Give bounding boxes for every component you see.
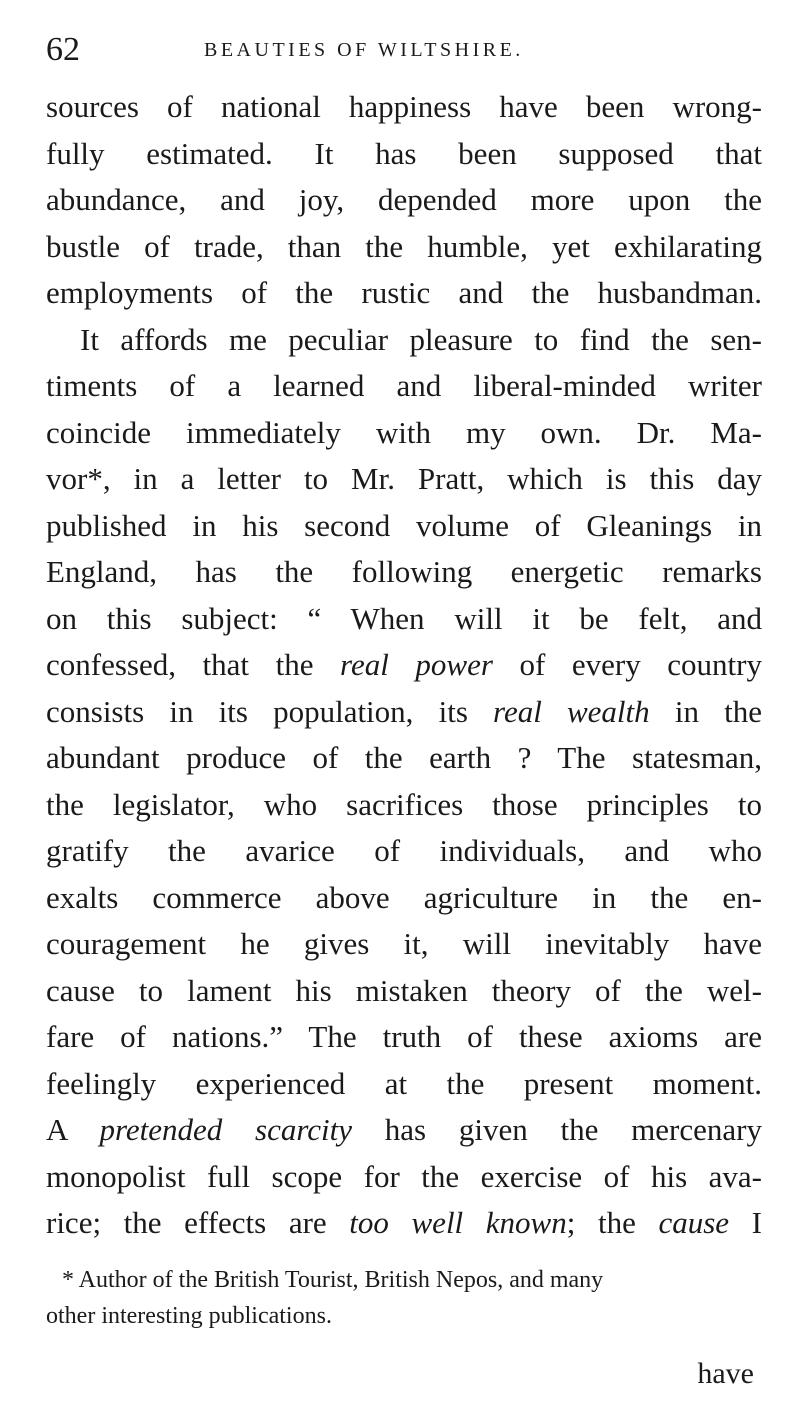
italic-text: cause	[658, 1205, 730, 1240]
text-span: employments of the rustic and the husbandman.	[46, 275, 762, 310]
text-line	[46, 456, 762, 503]
text-span: bustle of trade, than the humble, yet exhilarating	[46, 228, 762, 264]
text-span: on this subject: “ When will it be felt, and	[46, 600, 762, 636]
text-line	[46, 921, 762, 968]
text-line	[46, 84, 762, 131]
text-span: sources of national happiness have been wrong-	[46, 89, 762, 124]
text-span: ; the	[566, 1205, 659, 1240]
text-line	[46, 224, 762, 271]
page-number: 62	[46, 31, 80, 68]
text-span: England, has the following energetic remarks	[46, 554, 762, 589]
text-line	[46, 317, 762, 364]
text-line	[46, 1061, 762, 1108]
text-span: consists in its population, its	[46, 693, 494, 729]
text-line	[46, 828, 762, 875]
footnote	[46, 1262, 762, 1334]
text-span: in the	[649, 693, 762, 729]
text-span: the legislator, who sacrifices those principles to	[46, 786, 762, 822]
text-span: timents of a learned and liberal-minded writer	[46, 368, 762, 403]
italic-text: real power	[340, 647, 493, 682]
running-head	[46, 30, 762, 70]
italic-text: real wealth	[493, 693, 650, 729]
footnote-line: other interesting publications.	[46, 1303, 332, 1329]
text-line	[46, 642, 762, 689]
text-span: A	[46, 1112, 100, 1147]
text-line	[46, 1154, 762, 1201]
text-span: fully estimated. It has been supposed that	[46, 135, 762, 171]
text-span: monopolist full scope for the exercise of his ava-	[46, 1158, 762, 1194]
text-line	[46, 689, 762, 736]
text-span: gratify the avarice of individuals, and who	[46, 833, 762, 868]
text-line	[46, 1014, 762, 1061]
text-line	[46, 503, 762, 550]
text-line	[46, 131, 762, 178]
text-line	[46, 968, 762, 1015]
text-span: of every country	[492, 647, 762, 682]
italic-text: pretended scarcity	[99, 1112, 353, 1147]
text-span: published in his second volume of Gleanings in	[46, 507, 762, 543]
text-span: abundance, and joy, depended more upon the	[46, 182, 762, 217]
text-span: abundant produce of the earth ? The statesman,	[46, 740, 762, 775]
text-line	[46, 549, 762, 596]
text-span: It affords me peculiar pleasure to find the sen-	[80, 321, 762, 357]
text-span: vor*, in a letter to Mr. Pratt, which is this day	[46, 461, 762, 496]
italic-text: too well known	[349, 1205, 567, 1240]
footnote-line: * Author of the British Tourist, British Nepos, and many	[62, 1267, 604, 1293]
body-text	[46, 84, 762, 1247]
catchword: have	[697, 1357, 754, 1390]
text-span: exalts commerce above agriculture in the en-	[46, 879, 762, 915]
text-span: coincide immediately with my own. Dr. Ma-	[46, 414, 762, 450]
text-line	[46, 363, 762, 410]
text-line	[46, 1107, 762, 1154]
text-span: confessed, that the	[46, 647, 341, 682]
text-line	[46, 596, 762, 643]
text-span: I	[729, 1205, 762, 1240]
text-span: fare of nations.” The truth of these axioms are	[46, 1019, 762, 1054]
running-title: BEAUTIES OF WILTSHIRE.	[204, 39, 524, 61]
text-line	[46, 410, 762, 457]
text-span: cause to lament his mistaken theory of the wel-	[46, 972, 762, 1008]
text-span: couragement he gives it, will inevitably have	[46, 926, 762, 961]
text-line	[46, 1200, 762, 1247]
text-line	[46, 875, 762, 922]
text-line	[46, 735, 762, 782]
text-line	[46, 782, 762, 829]
text-line	[46, 177, 762, 224]
text-span: feelingly experienced at the present moment.	[46, 1065, 762, 1101]
text-line	[46, 270, 762, 317]
text-span: has given the mercenary	[352, 1112, 762, 1147]
text-span: rice; the effects are	[46, 1205, 350, 1240]
